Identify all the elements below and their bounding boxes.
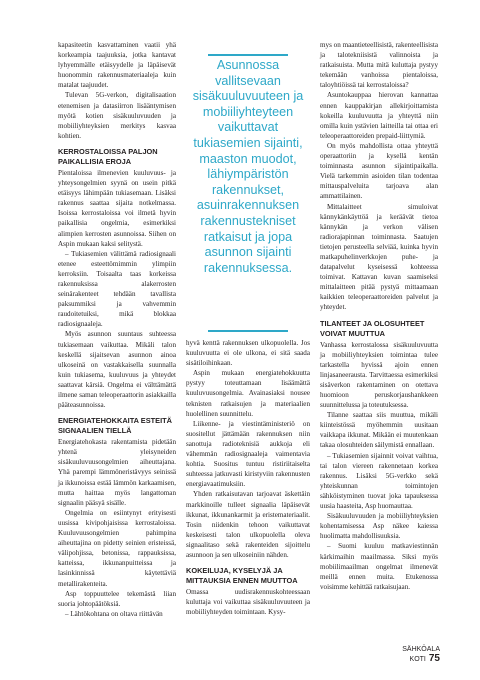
section-heading: TILANTEET JA OLOSUHTEET VOIVAT MUUTTUA (320, 318, 425, 338)
paragraph: mys on maantieteellisistä, rakenteellisista ja talotekniisistä valinnoista ja ratkaisuista. Mutta mitä kuluttaja pystyy tekemään vanhoissa pientaloissa, taloyhtiöissä tai kerrostaloissa? (320, 41, 438, 90)
paragraph: Sisäkuuluvuuden ja mobiiliyhteyksien kohentamisessa Asp näkee kaiessa huolimatta mahdollisuuksia. (320, 512, 438, 541)
paragraph: hyvä kenttä rakennuksen ulkopuolella. Jos kuuluvuutta ei ole ulkona, ei sitä saada sisätiloihinkaan. (186, 339, 310, 368)
paragraph: On myös mahdollista ottaa yhteyttä operaattoriin ja kysellä kentän toiminnasta asunnon sijaintipaikalla. Vielä tarkemmin asioiden tilan todentaa mittauspalveluita tarjoava alan ammattilainen. (320, 141, 438, 201)
paragraph: Tilanne saattaa siis muuttua, mikäli kiinteistössä myöhemmin uusitaan vaikkapa ikkunat. Mikään ei muutenkaan takaa olosuhteiden säilymistä ennallaan. (320, 411, 438, 450)
paragraph: – Tukiasemien sijainnit voivat vaihtua, tai talon viereen rakennetaan korkea rakennus. Lisäksi 5G-verkko sekä yhteiskunnan toimintojen sähköistyminen tuovat joka tapauksessa uusia haasteita, Asp huomauttaa. (320, 451, 438, 511)
paragraph: Omassa uudisrakennuskohteessaan kuluttaja voi vaikuttaa sisäkuuluvuuteen ja mobiiliyhteyden toimintaan. Kysy- (186, 588, 310, 617)
paragraph: Myös asunnon suuntaus suhteessa tukiasemaan vaikuttaa. Mikäli talon keskellä sijaitsevan asunnon ainoa ulkoseinä on vastakkaisella suunnalla kuin tukiasema, kuuluvuus ja yhteydet saattavat kärsiä. Ongelma ei välttämättä ilmene saman teleoperaattorin asiakkailla pääteasunnoissa. (58, 330, 176, 410)
paragraph: Ongelmia on esiintynyt erityisesti uusissa kivipohjaisissa kerrostaloissa. Kuuluvuusongelmien pahimpina aiheuttajina on pidetty seinien eristeissä, välipohjissa, betonissa, rappauksissa, katteissa, ikkunanpuitteissa ja lasinkinnissä käytettäviä metallirakenteita. (58, 508, 176, 588)
paragraph: Tulevan 5G-verkon, digitalisaation etenemisen ja datasiirron lisääntymisen myötä kotien sisäkuuluvuuden ja mobiiliyhteyksien merkitys kasvaa kohtien. (58, 91, 176, 140)
pull-quote-rule-bottom (208, 330, 288, 332)
paragraph: Energiatehokasta rakentamista pidetään yhtenä yleisyneiden sisäkuuluvuusongelmien aiheuttajana. Yhä parempi lämmöneristävyys seinissä ja ikkunoissa estää lämmön karkaamisen, mutta haittaa myös langattoman signaalin pääsyä sisälle. (58, 438, 176, 507)
pull-quote-rule-top (208, 54, 288, 56)
text-column-3 (320, 40, 438, 592)
text-column-1 (58, 40, 176, 619)
paragraph: kapasiteetin kasvattaminen vaatii yhä korkeampia taajuuksia, jotka kantavat lyhyemmälle etäisyydelle ja läpäisevät huonommin rakennusmateriaaleja kuin matalat taajuudet. (58, 41, 176, 90)
paragraph: – Lähtökohtana on oltava riittävän (65, 609, 163, 618)
paragraph: Vanhassa kerrostalossa sisäkuuluvuutta ja mobiiliyhteyksien toimintaa tulee tarkastella hyvissä ajoin ennen linjasaneerausta. Tarvittaessa esimerkiksi sisäverkon rakentaminen on otettava huomioon peruskorjaushankkeen suunnittelussa ja toteutuksessa. (320, 340, 438, 410)
magazine-name: SÄHKÖALA KOTI (402, 646, 440, 663)
paragraph: Asp toppuuttelee tekemästä liian suoria johtopäätöksiä. (58, 589, 176, 608)
paragraph: Yhden ratkaisutavan tarjoavat äskettäin markkinoille tulleet signaalia läpäisevät ikkunat, ikkunankarmit ja eristemateriaalit. Tosin niidenkin tehoon vaikuttavat keskeisesti talon ulkopuolella oleva signaalitaso sekä rakenteiden sijoittelu asunnoon ja sen ulkoseiniin nähden. (186, 490, 310, 559)
paragraph: – Tukiasemien välittämä radiosignaali etenee esteettömimmin ylimpiin kerroksiin. Toisaalta taas korkeissa rakennuksissa alakerrosten seinärakenteet tehdään tavallista paksummiksi ja vahvemmin raudoitetuiksi, mikä blokkaa radiosignaaleja. (58, 249, 176, 329)
section-heading: KERROSTALOISSA PALJON PAIKALLISIA EROJA (58, 146, 158, 166)
pull-quote: Asunnossa vallitsevaan sisäkuuluvuuteen ja mobiiliyhteyteen vaikuttavat tukiasemien sijainti, maaston muodot, lähiympäristön rakennukset, asuinrakennuksen rakennustekniset ratkaisut ja jopa asunnon sijainti rakennuksessa. (192, 58, 304, 275)
paragraph: – Suomi kuuluu matkaviestinnän kärkimaihin maailmassa. Siksi myös mobiilimaailman ongelmat ilmenevät meillä ennen muita. Etukenossa voisimme kehittää ratkaisujaan. (320, 542, 438, 591)
paragraph: Liikenne- ja viestintäministeriö on suositellut jättämään rakennuksen niin sanottuja radioteknisiä aukkoja eli vähemmän radiosignaaleja vaimentavia kohtia. Suositus tuntuu ristiriitaiselta suhteessa jatkuvasti kiristyviin rakennusten energiavaatimuksiin. (186, 419, 310, 489)
page-footer (380, 646, 440, 664)
paragraph: Pientaloissa ilmenevien kuuluvuus- ja yhteysongelmien syynä on usein pitkä etäisyys lähimpään tukiasemaan. Lisäksi rakennus saattaa sijaita notkelmassa. Isoissa kerrostaloissa voi ilmetä hyvin paikallisia ongelmia, esimerkiksi alimpien kerrosten asunnoissa. Siihen on Aspin mukaan kaksi selitystä. (58, 168, 176, 248)
paragraph: Aspin mukaan energiatehokkuutta pystyy toteuttamaan lisäämättä kuuluvuusongelmia. Avainasiaksi nousee teknisten ratkaisujen ja materiaalien huolellinen suunnittelu. (186, 369, 310, 418)
paragraph: Asuntokauppaa hierovan kannattaa ennen kauppakirjan allekirjoittamista kokeilla kuuluvuutta ja yhteyttä niin omilla kuin ystävien laitteilla tai ottaa eri teleoperaattoreiden prepaid-liittymiä. (320, 91, 438, 140)
section-heading: ENERGIATEHOKKAITA ESTEITÄ SIGNAALIEN TIELLÄ (58, 416, 173, 436)
section-heading: KOKEILUJA, KYSELYJÄ JA MITTAUKSIA ENNEN MUUTTOA (186, 566, 298, 586)
paragraph: Mittalaitteet simuloivat kännykänkäyttöä ja keräävät tietoa kännykän ja verkon välisen radiorajapinnan toiminnasta. Saatujen tietojen perusteella selviää, kuinka hyvin matkapuhelinverkkojen puhe- ja datapalvelut kyseisessä kohteessa toimivat. Kattavan kuvan saamiseksi mittalaitteen pitää pystyä mittaamaan kaikkien teleoperaattoreiden palvelut ja yhteydet. (320, 202, 438, 312)
page-number: 75 (428, 653, 440, 664)
